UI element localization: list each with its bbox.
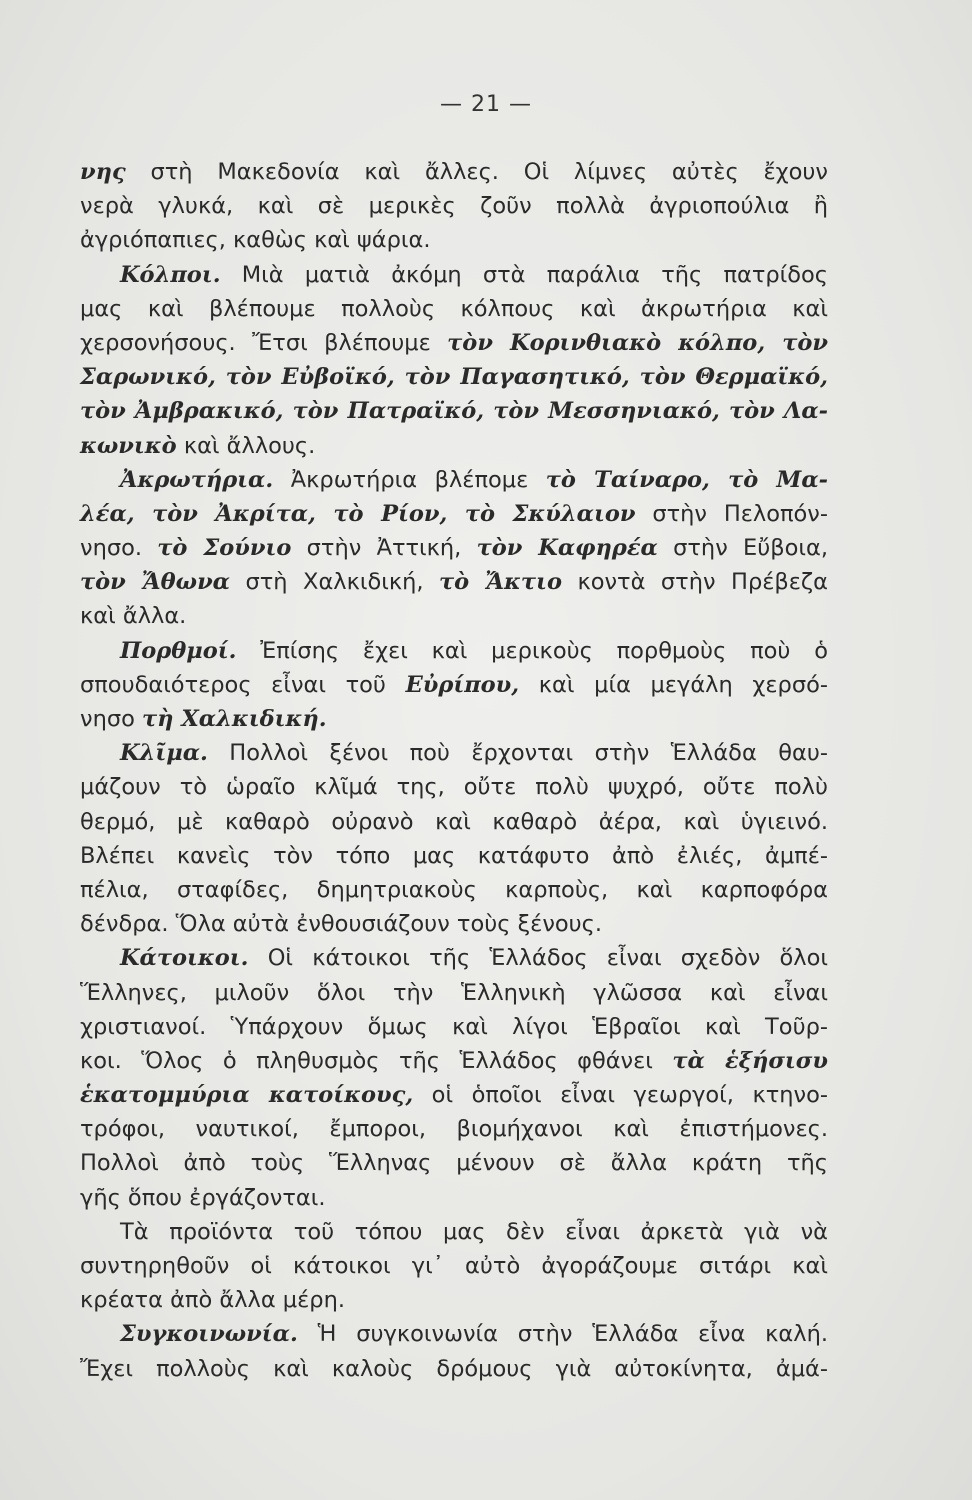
text-run: κοι. Ὅλος ὁ πληθυσμὸς τῆς Ἑλλάδος φθάνει — [80, 1047, 673, 1074]
text-run: Ἡ συγκοινωνία στὴν Ἑλλάδα εἶνα καλή. — [297, 1321, 828, 1348]
text-run: χερσονήσους. Ἔτσι βλέπουμε — [80, 329, 448, 356]
emphasis-text: τὸν Καφηρέα — [476, 535, 658, 562]
text-line — [80, 258, 828, 292]
text-run: Ἔχει πολλοὺς καὶ καλοὺς δρόμους γιὰ αὐτοκίνητα, ἀμά- — [80, 1355, 828, 1382]
emphasis-text: Κόλποι. — [120, 261, 221, 288]
text-line — [80, 907, 828, 941]
emphasis-text: τὸν Ἄθωνα — [80, 569, 230, 596]
text-run: Βλέπει κανεὶς τὸν τόπο μας κατάφυτο ἀπὸ ἐλιές, ἀμπέ- — [80, 842, 828, 869]
text-run: οἱ ὁποῖοι εἶναι γεωργοί, κτηνο- — [413, 1082, 828, 1109]
text-line — [80, 565, 828, 599]
text-run: καὶ ἄλλους. — [176, 432, 316, 459]
text-line — [80, 634, 828, 668]
emphasis-text: τὸν Ἀμβρακικό, τὸν Πατραϊκό, τὸν Μεσσηνιακό, τὸν Λα- — [80, 398, 828, 425]
text-line — [80, 1112, 828, 1146]
text-line — [80, 292, 828, 326]
text-line — [80, 1352, 828, 1386]
text-run: μάζουν τὸ ὡραῖο κλῖμά της, οὔτε πολὺ ψυχρό, οὔτε πολὺ — [80, 774, 828, 801]
text-line — [80, 736, 828, 770]
emphasis-text: Κάτοικοι. — [120, 945, 249, 972]
text-run: Μιὰ ματιὰ ἀκόμη στὰ παράλια τῆς πατρίδος — [220, 261, 828, 288]
emphasis-text: Σαρωνικό, τὸν Εὐβοϊκό, τὸν Παγασητικό, τὸν Θερμαϊκό, — [80, 364, 828, 391]
emphasis-text: τὸ Ἄκτιο — [439, 569, 562, 596]
emphasis-text: τὰ ἑξήσισυ — [672, 1047, 828, 1074]
text-run: στὴ Χαλκιδική, — [230, 569, 440, 596]
text-line — [80, 1283, 828, 1317]
emphasis-text: Πορθμοί. — [120, 637, 237, 664]
emphasis-text: λέα, τὸν Ἀκρίτα, τὸ Ρίον, τὸ Σκύλαιον — [80, 500, 636, 527]
text-line — [80, 805, 828, 839]
text-run: Πολλοὶ ξένοι ποὺ ἔρχονται στὴν Ἑλλάδα θαυ- — [207, 740, 828, 767]
text-run: ἀγριόπαπιες, καθὼς καὶ ψάρια. — [80, 227, 431, 254]
text-run: Πολλοὶ ἀπὸ τοὺς Ἕλληνας μένουν σὲ ἄλλα κράτη τῆς — [80, 1150, 828, 1177]
text-line — [80, 360, 828, 394]
text-line — [80, 1181, 828, 1215]
text-line — [80, 326, 828, 360]
text-run: στὴν Ἀττική, — [291, 535, 477, 562]
text-line — [80, 1044, 828, 1078]
text-line — [80, 668, 828, 702]
emphasis-text: τὸ Σούνιο — [157, 535, 292, 562]
text-line — [80, 394, 828, 428]
emphasis-text: Εὐρίπου, — [405, 671, 520, 698]
text-run: στὴν Εὔβοια, — [657, 535, 828, 562]
text-run: τρόφοι, ναυτικοί, ἔμποροι, βιομήχανοι καὶ ἐπιστήμονες. — [80, 1116, 828, 1143]
text-run: μας καὶ βλέπουμε πολλοὺς κόλπους καὶ ἀκρωτήρια καὶ — [80, 295, 828, 322]
body-text — [80, 155, 828, 1386]
text-run: κοντὰ στὴν Πρέβεζα — [561, 569, 828, 596]
text-line — [80, 873, 828, 907]
text-line — [80, 189, 828, 223]
text-line — [80, 976, 828, 1010]
text-line — [80, 1215, 828, 1249]
text-run: καὶ μία μεγάλη χερσό- — [519, 671, 828, 698]
text-line — [80, 155, 828, 189]
text-line — [80, 839, 828, 873]
text-line — [80, 941, 828, 975]
text-run: καὶ ἄλλα. — [80, 603, 187, 630]
text-line — [80, 1317, 828, 1351]
text-run: νησο. — [80, 535, 158, 562]
emphasis-text: Κλῖμα. — [120, 740, 208, 767]
text-run: Τὰ προϊόντα τοῦ τόπου μας δὲν εἶναι ἀρκετὰ γιὰ νὰ — [120, 1218, 828, 1245]
text-run: Οἱ κάτοικοι τῆς Ἑλλάδος εἶναι σχεδὸν ὅλοι — [248, 945, 828, 972]
emphasis-text: τὸν Κορινθιακὸ κόλπο, τὸν — [447, 329, 828, 356]
emphasis-text: Συγκοινωνία. — [120, 1321, 298, 1348]
text-line — [80, 1078, 828, 1112]
emphasis-text: τὴ Χαλκιδική. — [142, 706, 327, 732]
text-run: νησο — [80, 706, 143, 732]
text-line — [80, 702, 828, 736]
text-line — [80, 463, 828, 497]
text-line — [80, 1249, 828, 1283]
text-run: γῆς ὅπου ἐργάζονται. — [80, 1184, 326, 1211]
emphasis-text: ἑκατομμύρια κατοίκους, — [80, 1082, 414, 1109]
emphasis-text: κωνικὸ — [80, 432, 177, 459]
text-line — [80, 1146, 828, 1180]
text-line — [80, 531, 828, 565]
text-line — [80, 1010, 828, 1044]
text-line — [80, 770, 828, 804]
text-run: χριστιανοί. Ὑπάρχουν ὅμως καὶ λίγοι Ἑβραῖοι καὶ Τοῦρ- — [80, 1013, 828, 1040]
text-run: Ἕλληνες, μιλοῦν ὅλοι τὴν Ἑλληνικὴ γλῶσσα καὶ εἶναι — [80, 979, 828, 1006]
text-run: κρέατα ἀπὸ ἄλλα μέρη. — [80, 1287, 345, 1314]
emphasis-text: νης — [80, 159, 126, 185]
text-run: Ἀκρωτήρια βλέπομε — [273, 466, 546, 493]
text-run: στὴ Μακεδονία καὶ ἄλλες. Οἱ λίμνες αὐτὲς ἔχουν — [125, 159, 828, 185]
text-run: σπουδαιότερος εἶναι τοῦ — [80, 671, 406, 698]
emphasis-text: Ἀκρωτήρια. — [120, 466, 274, 493]
page-number: — 21 — — [440, 92, 532, 117]
text-line — [80, 223, 828, 257]
text-run: πέλια, σταφίδες, δημητριακοὺς καρποὺς, καὶ καρποφόρα — [80, 876, 828, 903]
text-run: συντηρηθοῦν οἱ κάτοικοι γι᾿ αὐτὸ ἀγοράζουμε σιτάρι καὶ — [80, 1253, 828, 1279]
text-line — [80, 429, 828, 463]
text-run: νερὰ γλυκά, καὶ σὲ μερικὲς ζοῦν πολλὰ ἀγριοπούλια ἢ — [80, 193, 828, 220]
emphasis-text: τὸ Ταίναρο, τὸ Μα- — [545, 466, 828, 493]
text-run: Ἐπίσης ἔχει καὶ μερικοὺς πορθμοὺς ποὺ ὁ — [236, 637, 828, 664]
text-run: δένδρα. Ὅλα αὐτὰ ἐνθουσιάζουν τοὺς ξένους. — [80, 911, 603, 938]
text-run: θερμό, μὲ καθαρὸ οὐρανὸ καὶ καθαρὸ ἀέρα, καὶ ὑγιεινό. — [80, 808, 828, 835]
text-run: στὴν Πελοπόν- — [635, 500, 828, 527]
text-line — [80, 497, 828, 531]
text-line — [80, 599, 828, 633]
